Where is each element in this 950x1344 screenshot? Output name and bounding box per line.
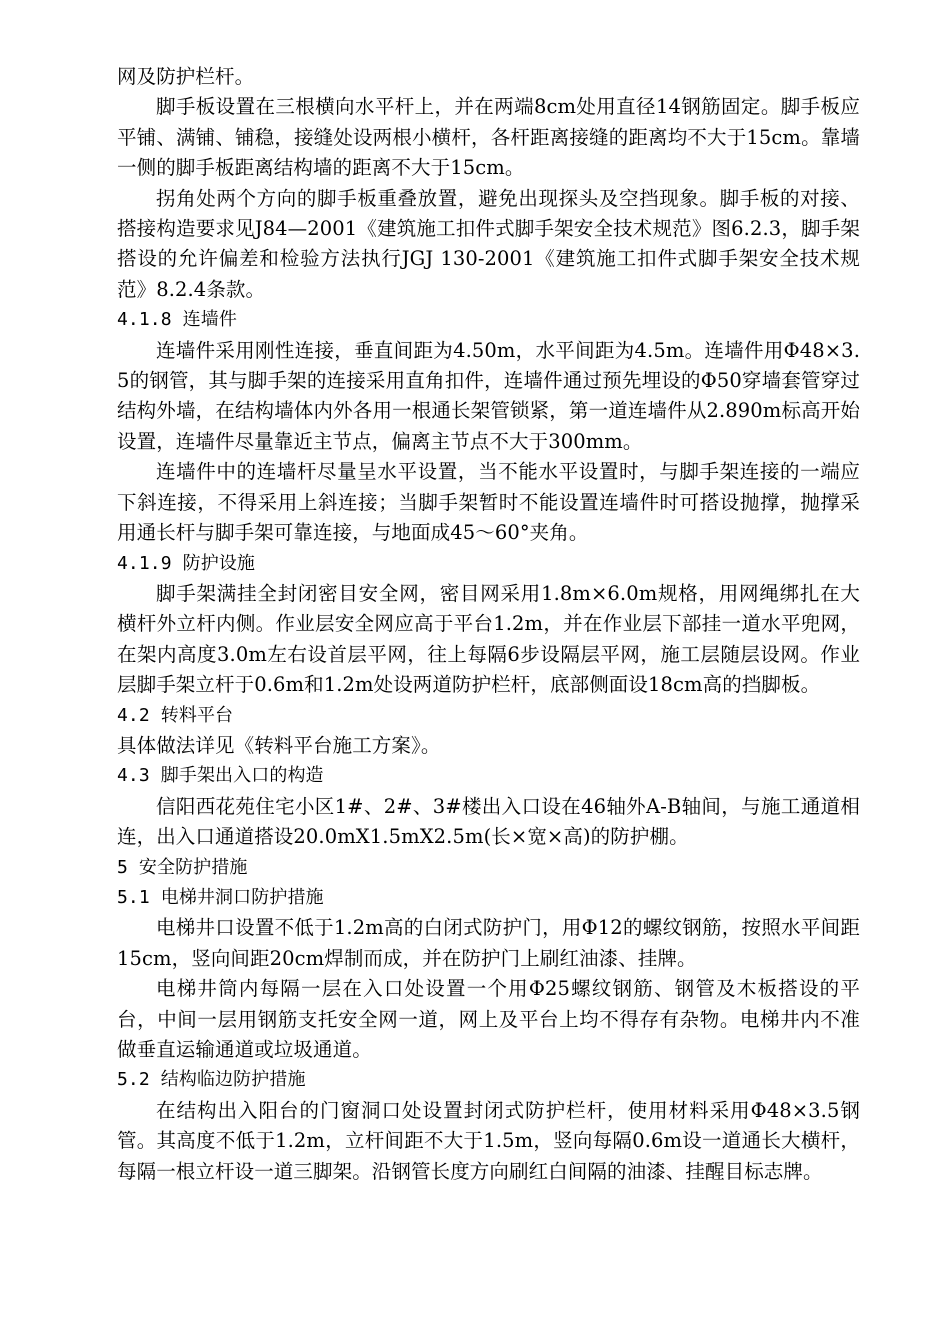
paragraph: 连墙件中的连墙杆尽量呈水平设置，当不能水平设置时，与脚手架连接的一端应下斜连接，不得采用上斜连接；当脚手架暂时不能设置连墙件时可搭设抛撑，抛撑采用通长杆与脚手架可靠连接，与地面成45～60°夹角。 — [117, 460, 860, 545]
section-heading: 4.3 脚手架出入口的构造 — [117, 765, 324, 787]
section-heading: 5 安全防护措施 — [117, 856, 248, 878]
section-heading: 5.2 结构临边防护措施 — [117, 1069, 306, 1091]
section-heading: 4.1.9 防护设施 — [117, 552, 256, 574]
paragraph: 脚手架满挂全封闭密目安全网，密目网采用1.8m×6.0m规格，用网绳绑扎在大横杆外立杆内侧。作业层安全网应高于平台1.2m，并在作业层下部挂一道水平兜网，在架内高度3.0m左右设首层平网，往上每隔6步设隔层平网，施工层随层设网。作业层脚手架立杆于0.6m和1.2m处设两道防护栏杆，底部侧面设18cm高的挡脚板。 — [117, 581, 860, 697]
paragraph: 电梯井筒内每隔一层在入口处设置一个用Φ25螺纹钢筋、钢管及木板搭设的平台，中间一层用钢筋支托安全网一道，网上及平台上均不得存有杂物。电梯井内不准做垂直运输通道或垃圾通道。 — [117, 977, 860, 1061]
paragraph: 电梯井口设置不低于1.2m高的白闭式防护门，用Φ12的螺纹钢筋，按照水平间距15cm，竖向间距20cm焊制而成，并在防护门上刷红油漆、挂牌。 — [117, 916, 860, 970]
paragraph: 脚手板设置在三根横向水平杆上，并在两端8cm处用直径14钢筋固定。脚手板应平铺、满铺、铺稳，接缝处设两根小横杆，各杆距离接缝的距离均不大于15cm。靠墙一侧的脚手板距离结构墙的距离不大于15cm。 — [117, 95, 860, 180]
paragraph: 在结构出入阳台的门窗洞口处设置封闭式防护栏杆，使用材料采用Φ48×3.5钢管。其高度不低于1.2m，立杆间距不大于1.5m，竖向每隔0.6m设一道通长大横杆，每隔一根立杆设一道三脚架。沿钢管长度方向刷红白间隔的油漆、挂醒目标志牌。 — [117, 1098, 860, 1183]
paragraph: 信阳西花苑住宅小区1#、2#、3#楼出入口设在46轴外A-B轴间，与施工通道相连，出入口通道搭设20.0mX1.5mX2.5m(长×宽×高)的防护棚。 — [117, 794, 860, 849]
document-body — [117, 62, 860, 1187]
paragraph: 连墙件采用刚性连接，垂直间距为4.50m，水平间距为4.5m。连墙件用Φ48×3.5的钢管，其与脚手架的连接采用直角扣件，连墙件通过预先埋设的Φ50穿墙套管穿过结构外墙，在结构墙体内外各用一根通长架管锁紧，第一道连墙件从2.890m标高开始设置，连墙件尽量靠近主节点，偏离主节点不大于300mm。 — [117, 338, 860, 453]
paragraph: 网及防护栏杆。 — [117, 65, 255, 88]
section-heading: 5.1 电梯井洞口防护措施 — [117, 886, 324, 908]
section-heading: 4.1.8 连墙件 — [117, 309, 237, 331]
paragraph: 具体做法详见《转料平台施工方案》。 — [117, 733, 441, 757]
section-heading: 4.2 转料平台 — [117, 704, 234, 726]
paragraph: 拐角处两个方向的脚手板重叠放置，避免出现探头及空挡现象。脚手板的对接、搭接构造要求见J84—2001《建筑施工扣件式脚手架安全技术规范》图6.2.3，脚手架搭设的允许偏差和检验方法执行JGJ 130-2001《建筑施工扣件式脚手架安全技术规范》8.2.4条款。 — [117, 186, 860, 301]
